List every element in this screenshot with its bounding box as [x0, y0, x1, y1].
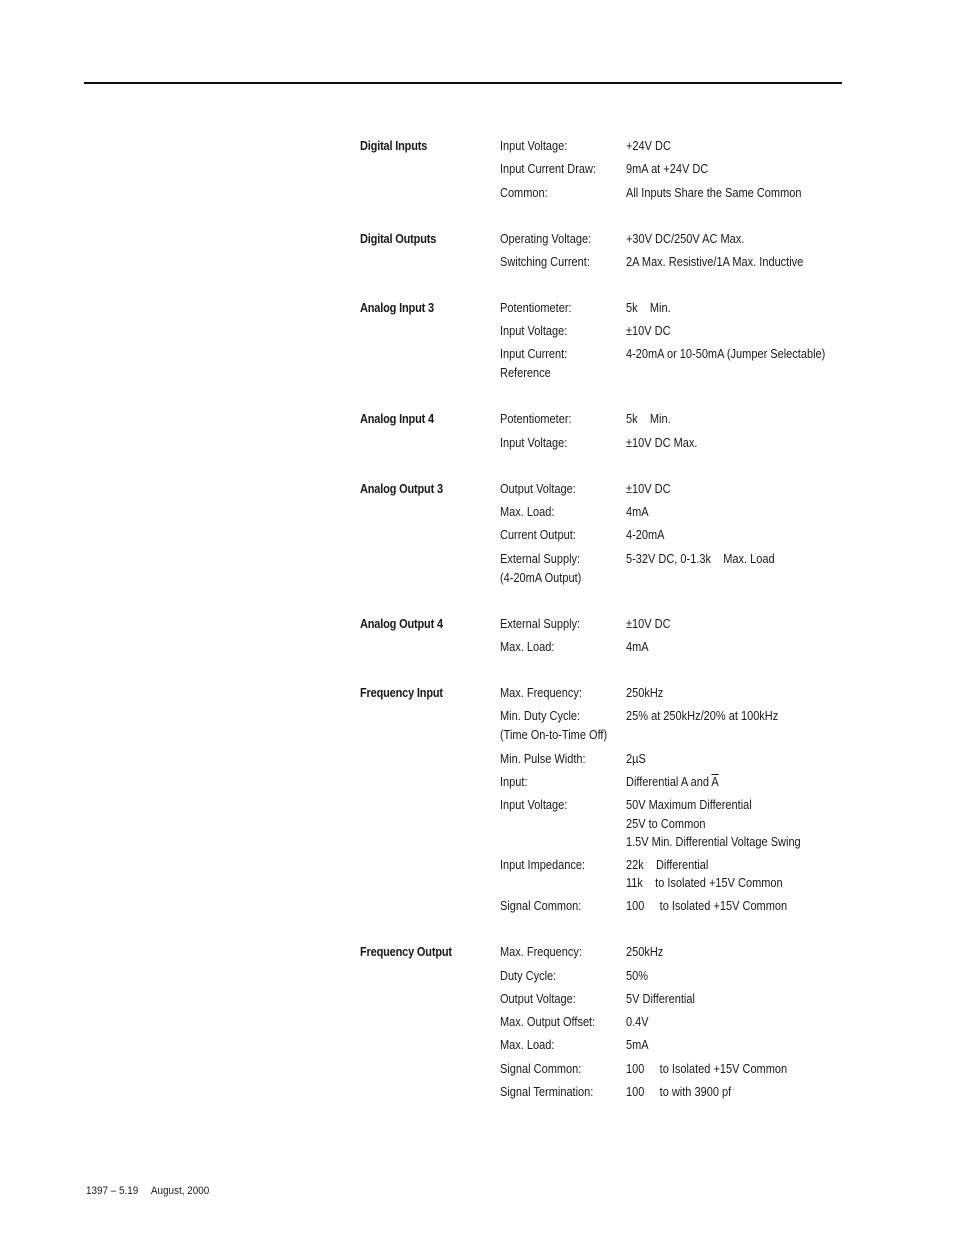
- spec-value: [626, 137, 840, 156]
- spec-label-line: Input Current Draw:: [500, 162, 596, 177]
- spec-label-line: Input Voltage:: [500, 435, 568, 450]
- spec-value-line: 25V to Common: [626, 816, 706, 831]
- spec-label-line: Max. Load:: [500, 639, 555, 654]
- spec-label: [500, 707, 626, 745]
- spec-value-line: 50%: [626, 968, 649, 983]
- spec-value-line: +30V DC/250V AC Max.: [626, 231, 745, 246]
- spec-value-line: 11k to Isolated +15V Common: [626, 876, 783, 891]
- spec-value: [626, 796, 840, 852]
- spec-row: [500, 943, 840, 962]
- spec-value: [626, 707, 840, 745]
- spec-row: [500, 897, 840, 916]
- spec-value: [626, 434, 840, 453]
- spec-value: [626, 322, 840, 341]
- overbar-signal: $\overline{A}$: [711, 774, 719, 789]
- spec-value: [626, 184, 840, 203]
- spec-label: [500, 137, 626, 156]
- spec-label: [500, 550, 626, 588]
- spec-value: [626, 503, 840, 522]
- spec-label: [500, 990, 626, 1009]
- spec-label-line: (Time On-to-Time Off): [500, 728, 608, 743]
- spec-label: [500, 1013, 626, 1032]
- spec-value-line: 2A Max. Resistive/1A Max. Inductive: [626, 254, 804, 269]
- specification-table: [360, 137, 840, 1129]
- spec-section: [360, 299, 840, 384]
- spec-label-line: Input Voltage:: [500, 798, 568, 813]
- spec-label: [500, 299, 626, 318]
- spec-value: [626, 943, 840, 962]
- spec-row: [500, 856, 840, 893]
- spec-label-line: Max. Frequency:: [500, 685, 582, 700]
- spec-label-line: Min. Duty Cycle:: [500, 709, 581, 724]
- spec-row: [500, 773, 840, 792]
- spec-row: [500, 967, 840, 986]
- spec-value-line: +24V DC: [626, 139, 671, 153]
- spec-label-line: Input:: [500, 774, 528, 789]
- spec-value: [626, 1036, 840, 1055]
- spec-section: [360, 943, 840, 1102]
- spec-value-line: 22k Differential: [626, 857, 709, 872]
- spec-label-line: Max. Output Offset:: [500, 1015, 596, 1030]
- spec-label: [500, 410, 626, 429]
- spec-value-line: [626, 773, 814, 792]
- spec-label: [500, 796, 626, 852]
- spec-value-line: 5-32V DC, 0-1.3k Max. Load: [626, 551, 775, 566]
- spec-value: [626, 897, 840, 916]
- spec-value-line: 100 to Isolated +15V Common: [626, 899, 788, 914]
- footer-date: August, 2000: [150, 1185, 210, 1197]
- spec-label-line: External Supply:: [500, 616, 581, 631]
- spec-row: [500, 434, 840, 453]
- section-heading: Analog Input 3: [360, 300, 434, 315]
- spec-label-line: Reference: [500, 366, 551, 381]
- spec-label-line: Switching Current:: [500, 254, 590, 269]
- spec-value-line: 100 to Isolated +15V Common: [626, 1061, 788, 1076]
- spec-label-line: Current Output:: [500, 528, 576, 543]
- spec-row: [500, 750, 840, 769]
- spec-value-line: 0.4V: [626, 1015, 649, 1030]
- spec-label: [500, 160, 626, 179]
- spec-label: [500, 750, 626, 769]
- spec-label: [500, 856, 626, 893]
- spec-label-line: Common:: [500, 185, 548, 200]
- spec-value: [626, 526, 840, 545]
- spec-value-line: ±10V DC: [626, 324, 671, 339]
- spec-label-line: Potentiometer:: [500, 412, 572, 427]
- section-heading: Analog Output 4: [360, 616, 443, 631]
- spec-value: [626, 230, 840, 249]
- spec-value-line: ±10V DC: [626, 616, 671, 631]
- spec-value: [626, 1060, 840, 1079]
- spec-label-line: Max. Load:: [500, 1038, 555, 1053]
- spec-row: [500, 796, 840, 852]
- spec-row: [500, 253, 840, 272]
- section-heading: Digital Outputs: [360, 231, 437, 246]
- spec-value-line: 250kHz: [626, 945, 664, 960]
- page-footer: [86, 1185, 209, 1197]
- spec-value-line: 1.5V Min. Differential Voltage Swing: [626, 835, 801, 850]
- spec-row: [500, 684, 840, 703]
- spec-label-line: Input Voltage:: [500, 139, 568, 153]
- spec-value-line: 5k Min.: [626, 300, 671, 315]
- spec-value: [626, 684, 840, 703]
- spec-section: [360, 230, 840, 272]
- spec-value-line: 250kHz: [626, 685, 664, 700]
- spec-row: [500, 503, 840, 522]
- section-heading: Analog Output 3: [360, 481, 443, 496]
- spec-row: [500, 184, 840, 203]
- spec-row: [500, 615, 840, 634]
- spec-row: [500, 550, 840, 588]
- spec-value: [626, 550, 840, 588]
- spec-label: [500, 684, 626, 703]
- spec-row: [500, 410, 840, 429]
- spec-label-line: Output Voltage:: [500, 481, 576, 496]
- spec-label: [500, 184, 626, 203]
- spec-label: [500, 897, 626, 916]
- spec-row: [500, 322, 840, 341]
- spec-label-line: Signal Common:: [500, 899, 582, 914]
- spec-row: [500, 526, 840, 545]
- spec-value-text: Differential A and: [626, 774, 712, 789]
- spec-value-line: 4-20mA or 10-50mA (Jumper Selectable): [626, 347, 826, 362]
- spec-label-line: Signal Termination:: [500, 1085, 594, 1100]
- spec-row: [500, 1036, 840, 1055]
- section-heading: Analog Input 4: [360, 412, 434, 427]
- spec-value-line: 4-20mA: [626, 528, 665, 543]
- spec-label: [500, 615, 626, 634]
- spec-value: [626, 638, 840, 657]
- spec-label: [500, 322, 626, 341]
- spec-label: [500, 230, 626, 249]
- spec-label-line: Signal Common:: [500, 1061, 582, 1076]
- spec-row: [500, 345, 840, 383]
- spec-label-line: Potentiometer:: [500, 300, 572, 315]
- spec-row: [500, 707, 840, 745]
- spec-value: [626, 1083, 840, 1102]
- spec-value: [626, 345, 853, 383]
- spec-label: [500, 480, 626, 499]
- spec-value-line: ±10V DC: [626, 481, 671, 496]
- spec-value-line: 5mA: [626, 1038, 649, 1053]
- spec-row: [500, 1013, 840, 1032]
- spec-row: [500, 990, 840, 1009]
- spec-row: [500, 230, 840, 249]
- spec-value-line: All Inputs Share the Same Common: [626, 185, 802, 200]
- spec-label-line: Input Impedance:: [500, 857, 586, 872]
- footer-doc-number: 1397 – 5.19: [86, 1185, 139, 1197]
- spec-row: [500, 1060, 840, 1079]
- spec-label: [500, 1036, 626, 1055]
- spec-value-line: 100 to with 3900 pf: [626, 1085, 732, 1100]
- spec-label: [500, 943, 626, 962]
- spec-row: [500, 638, 840, 657]
- spec-value: [626, 299, 840, 318]
- section-heading: Digital Inputs: [360, 139, 428, 153]
- spec-label: [500, 773, 626, 792]
- spec-label-line: Input Voltage:: [500, 324, 568, 339]
- spec-value: [626, 253, 840, 272]
- spec-row: [500, 299, 840, 318]
- spec-value: [626, 160, 840, 179]
- spec-label-line: Min. Pulse Width:: [500, 751, 586, 766]
- spec-label-line: Duty Cycle:: [500, 968, 557, 983]
- spec-label: [500, 638, 626, 657]
- spec-value-line: 9mA at +24V DC: [626, 162, 709, 177]
- spec-value: [626, 1013, 840, 1032]
- spec-label-line: Input Current:: [500, 347, 568, 362]
- spec-label: [500, 1060, 626, 1079]
- spec-section: [360, 684, 840, 916]
- spec-label-line: Output Voltage:: [500, 991, 576, 1006]
- spec-row: [500, 1083, 840, 1102]
- spec-section: [360, 137, 840, 203]
- spec-value: [626, 410, 840, 429]
- spec-label-line: (4-20mA Output): [500, 570, 582, 585]
- spec-label: [500, 253, 626, 272]
- spec-label: [500, 345, 626, 383]
- spec-label: [500, 1083, 626, 1102]
- spec-label-line: External Supply:: [500, 551, 581, 566]
- spec-row: [500, 160, 840, 179]
- spec-label: [500, 967, 626, 986]
- spec-row: [500, 480, 840, 499]
- header-rule: [84, 82, 842, 84]
- spec-value-line: ±10V DC Max.: [626, 435, 698, 450]
- spec-value-line: 2µS: [626, 751, 646, 766]
- section-heading: Frequency Output: [360, 945, 452, 960]
- spec-section: [360, 410, 840, 452]
- spec-value-line: 5V Differential: [626, 991, 695, 1006]
- spec-section: [360, 480, 840, 588]
- spec-value-line: 25% at 250kHz/20% at 100kHz: [626, 709, 779, 724]
- spec-value: [626, 615, 840, 634]
- spec-value: [626, 856, 840, 893]
- spec-value: [626, 750, 840, 769]
- spec-value: [626, 480, 840, 499]
- spec-value-line: 4mA: [626, 639, 649, 654]
- spec-value-line: 50V Maximum Differential: [626, 798, 752, 813]
- spec-label: [500, 434, 626, 453]
- spec-value: [626, 990, 840, 1009]
- spec-label: [500, 503, 626, 522]
- spec-value: [626, 967, 840, 986]
- spec-label-line: Max. Frequency:: [500, 945, 582, 960]
- spec-value: [626, 773, 840, 792]
- spec-label-line: Max. Load:: [500, 505, 555, 520]
- spec-label: [500, 526, 626, 545]
- section-heading: Frequency Input: [360, 685, 443, 700]
- spec-value-line: 5k Min.: [626, 412, 671, 427]
- spec-row: [500, 137, 840, 156]
- spec-value-line: 4mA: [626, 505, 649, 520]
- spec-label-line: Operating Voltage:: [500, 231, 592, 246]
- spec-section: [360, 615, 840, 657]
